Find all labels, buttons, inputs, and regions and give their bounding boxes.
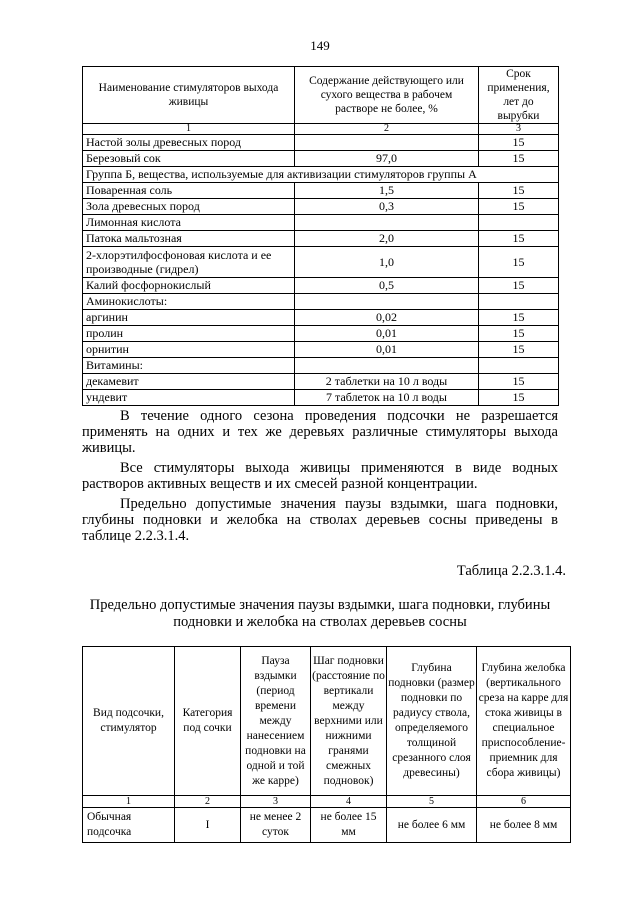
table-row <box>83 215 559 231</box>
table-row <box>83 310 559 326</box>
cell-name: 2-хлорэтилфосфоновая кислота и ее производные (гидрел) <box>83 247 295 278</box>
cell-name: Калий фосфорнокислый <box>83 278 295 294</box>
cell-term: 15 <box>479 199 559 215</box>
cell-term: 15 <box>479 183 559 199</box>
column-number: 3 <box>241 796 311 808</box>
table-row <box>83 151 559 167</box>
header-groove: Глубина желобка (вертикального среза на карре для стока живицы в специальное приспособление-приемник для сбора живицы) <box>477 647 571 796</box>
cell-name: Поваренная соль <box>83 183 295 199</box>
cell-name: Зола древесных пород <box>83 199 295 215</box>
cell-content: 0,5 <box>295 278 479 294</box>
cell-content: 0,01 <box>295 326 479 342</box>
cell-content: 1,0 <box>295 247 479 278</box>
cell-content <box>295 135 479 151</box>
table-header-row <box>83 647 571 796</box>
table-row <box>83 358 559 374</box>
header-term: Срок применения, лет до вырубки <box>479 67 559 124</box>
table-header-row <box>83 67 559 124</box>
header-content: Содержание действующего или сухого вещества в рабочем растворе не более, % <box>295 67 479 124</box>
cell-content <box>295 215 479 231</box>
cell-name: Лимонная кислота <box>83 215 295 231</box>
table-row <box>83 278 559 294</box>
cell-content: 0,3 <box>295 199 479 215</box>
cell-name: Настой золы древесных пород <box>83 135 295 151</box>
header-depth: Глубина подновки (размер подновки по радиусу ствола, определяемого толщиной срезанного слоя древесины) <box>387 647 477 796</box>
cell-content: 0,02 <box>295 310 479 326</box>
table-row <box>83 808 571 843</box>
cell-name: орнитин <box>83 342 295 358</box>
table-row <box>83 199 559 215</box>
cell-kind: Обычная подсочка <box>83 808 175 843</box>
cell-term: 15 <box>479 374 559 390</box>
cell-groove: не более 8 мм <box>477 808 571 843</box>
cell-term: 15 <box>479 342 559 358</box>
column-number: 2 <box>175 796 241 808</box>
cell-name: Аминокислоты: <box>83 294 295 310</box>
cell-pause: не менее 2 суток <box>241 808 311 843</box>
cell-term: 15 <box>479 151 559 167</box>
table-row <box>83 374 559 390</box>
cell-content: 1,5 <box>295 183 479 199</box>
cell-content: 97,0 <box>295 151 479 167</box>
cell-content <box>295 294 479 310</box>
table-label: Таблица 2.2.3.1.4. <box>456 563 566 579</box>
header-category: Категория под сочки <box>175 647 241 796</box>
paragraph: Все стимуляторы выхода живицы применяются в виде водных растворов активных веществ и их смесей разной концентрации. <box>82 460 558 492</box>
cell-depth: не более 6 мм <box>387 808 477 843</box>
column-numbers-row <box>83 796 571 808</box>
cell-step: не более 15 мм <box>311 808 387 843</box>
header-step: Шаг подновки (расстояние по вертикали между верхними или нижними гранями смежных подновок) <box>311 647 387 796</box>
cell-term: 15 <box>479 231 559 247</box>
cell-term: 15 <box>479 326 559 342</box>
page-number: 149 <box>310 38 330 53</box>
cell-name: ундевит <box>83 390 295 406</box>
column-number: 2 <box>295 124 479 135</box>
cell-content: 2 таблетки на 10 л воды <box>295 374 479 390</box>
paragraph: В течение одного сезона проведения подсочки не разрешается применять на одних и тех же деревьях различные стимуляторы выхода живицы. <box>82 408 558 456</box>
cell-term: 15 <box>479 247 559 278</box>
paragraph: Предельно допустимые значения паузы вздымки, шага подновки, глубины подновки и желобка на стволах деревьев сосны приведены в таблице 2.2.3.1.4. <box>82 496 558 544</box>
cell-content: 0,01 <box>295 342 479 358</box>
table-row <box>83 390 559 406</box>
table-title: Предельно допустимые значения паузы вздымки, шага подновки, глубины подновки и желобка на стволах деревьев сосны <box>89 597 551 630</box>
cell-name: аргинин <box>83 310 295 326</box>
cell-term <box>479 358 559 374</box>
column-number: 1 <box>83 124 295 135</box>
cell-term <box>479 215 559 231</box>
cell-name: декамевит <box>83 374 295 390</box>
cell-name: Витамины: <box>83 358 295 374</box>
table-row <box>83 231 559 247</box>
table-row <box>83 326 559 342</box>
cell-term: 15 <box>479 278 559 294</box>
column-number: 6 <box>477 796 571 808</box>
cell-content: 7 таблеток на 10 л воды <box>295 390 479 406</box>
column-number: 5 <box>387 796 477 808</box>
cell-content: 2,0 <box>295 231 479 247</box>
cell-term: 15 <box>479 310 559 326</box>
cell-term: 15 <box>479 390 559 406</box>
column-number: 1 <box>83 796 175 808</box>
cell-name: Патока мальтозная <box>83 231 295 247</box>
table-row <box>83 183 559 199</box>
group-row <box>83 167 559 183</box>
header-kind: Вид подсочки, стимулятор <box>83 647 175 796</box>
table-row <box>83 135 559 151</box>
table-row <box>83 294 559 310</box>
cell-term: 15 <box>479 135 559 151</box>
cell-category: I <box>175 808 241 843</box>
column-numbers-row <box>83 124 559 135</box>
header-name: Наименование стимуляторов выхода живицы <box>83 67 295 124</box>
table-row <box>83 247 559 278</box>
limits-table <box>82 646 571 843</box>
column-number: 4 <box>311 796 387 808</box>
header-pause: Пауза вздымки (период времени между нанесением подновки на одной и той же карре) <box>241 647 311 796</box>
cell-name: Березовый сок <box>83 151 295 167</box>
cell-name: пролин <box>83 326 295 342</box>
cell-term <box>479 294 559 310</box>
stimulators-table <box>82 66 559 406</box>
group-heading: Группа Б, вещества, используемые для активизации стимуляторов группы А <box>83 167 559 183</box>
cell-content <box>295 358 479 374</box>
table-row <box>83 342 559 358</box>
column-number: 3 <box>479 124 559 135</box>
